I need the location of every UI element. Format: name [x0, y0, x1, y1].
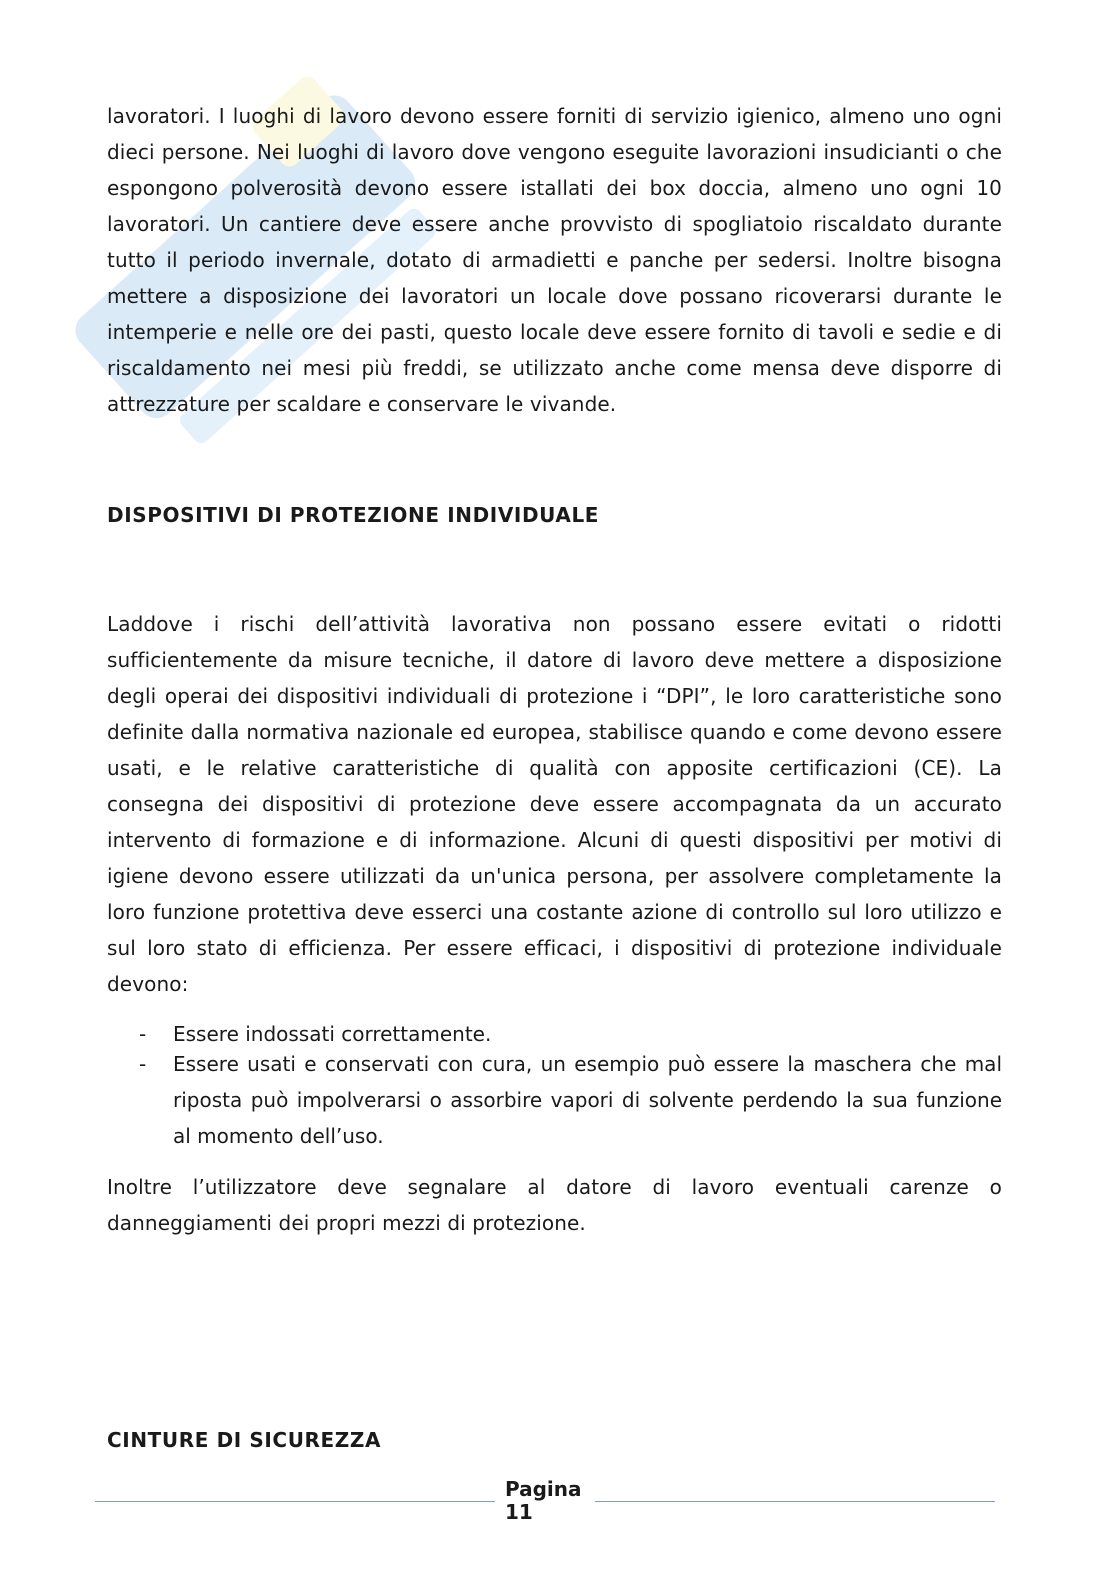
list-item: [107, 1046, 1002, 1154]
footer-rule-right: [595, 1501, 995, 1502]
paragraph-report-damage: Inoltre l’utilizzatore deve segnalare al datore di lavoro eventuali carenze o danneggiamenti dei propri mezzi di protezione.: [107, 1175, 1002, 1235]
list-item-text: Essere indossati correttamente.: [173, 1022, 492, 1046]
page-number: [505, 1478, 595, 1524]
paragraph-facilities: lavoratori. I luoghi di lavoro devono essere forniti di servizio igienico, almeno uno ogni dieci persone. Nei luoghi di lavoro dove vengono eseguite lavorazioni insudicianti o che espongono polverosità devono essere istallati dei box doccia, almeno uno ogni 10 lavoratori. Un cantiere deve essere anche provvisto di spogliatoio riscaldato durante tutto il periodo invernale, dotato di armadietti e panche per sedersi. Inoltre bisogna mettere a disposizione dei lavoratori un locale dove possano ricoverarsi durante le intemperie e nelle ore dei pasti, questo locale deve essere fornito di tavoli e sedie e di riscaldamento nei mesi più freddi, se utilizzato anche come mensa deve disporre di attrezzature per scaldare e conservare le vivande.: [107, 104, 1002, 416]
list-item-text: Essere usati e conservati con cura, un esempio può essere la maschera che mal riposta può impolverarsi o assorbire vapori di solvente perdendo la sua funzione al momento dell’uso.: [173, 1052, 1002, 1148]
paragraph-dpi-intro: Laddove i rischi dell’attività lavorativa non possano essere evitati o ridotti sufficientemente da misure tecniche, il datore di lavoro deve mettere a disposizione degli operai dei dispositivi individuali di protezione i “DPI”, le loro caratteristiche sono definite dalla normativa nazionale ed europea, stabilisce quando e come devono essere usati, e le relative caratteristiche di qualità con apposite certificazioni (CE). La consegna dei dispositivi di protezione deve essere accompagnata da un accurato intervento di formazione e di informazione. Alcuni di questi dispositivi per motivi di igiene devono essere utilizzati da un'unica persona, per assolvere completamente la loro funzione protettiva deve esserci una costante azione di controllo sul loro utilizzo e sul loro stato di efficienza. Per essere efficaci, i dispositivi di protezione individuale devono:: [107, 612, 1002, 996]
footer-rule-left: [95, 1501, 495, 1502]
page-footer: [95, 1476, 995, 1526]
bullet-marker: -: [139, 1052, 147, 1076]
heading-dpi: DISPOSITIVI DI PROTEZIONE INDIVIDUALE: [107, 503, 600, 527]
bullet-marker: -: [139, 1022, 147, 1046]
heading-safety-belts: CINTURE DI SICUREZZA: [107, 1428, 382, 1452]
page-label: Pagina: [505, 1477, 582, 1501]
list-item: [107, 1022, 1002, 1046]
bullet-list: [107, 1022, 1002, 1154]
page-number-value: 11: [505, 1500, 533, 1524]
